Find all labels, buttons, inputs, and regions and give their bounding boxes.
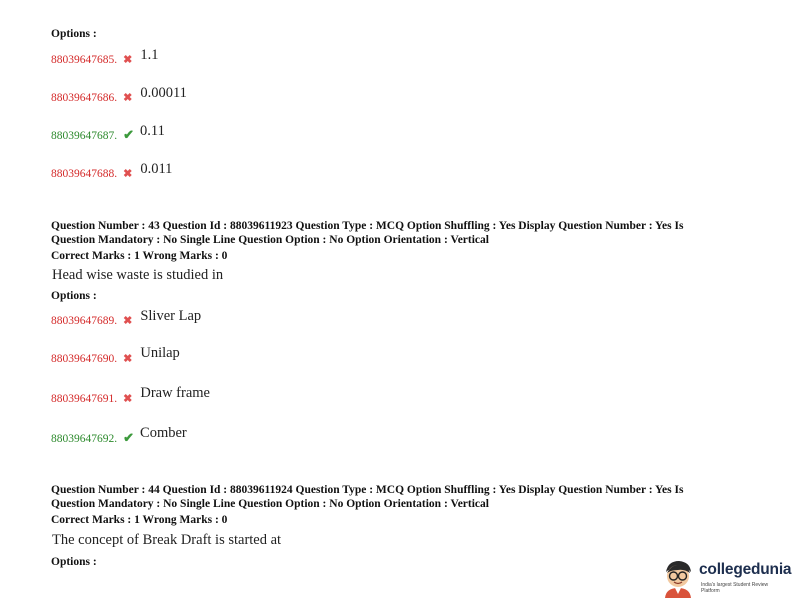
cross-icon: ✖ (123, 168, 133, 180)
option-id: 88039647690. (51, 353, 118, 365)
option-text: Unilap (140, 345, 180, 361)
option-text: Draw frame (140, 385, 210, 401)
question-header-line1: Question Number : 43 Question Id : 88039611923 Question Type : MCQ Option Shuffling : Yes Display Question Number : Yes Is (51, 220, 684, 232)
option-row (51, 123, 165, 144)
cross-icon: ✖ (123, 92, 133, 104)
check-icon: ✔ (123, 430, 135, 445)
question-text: Head wise waste is studied in (52, 267, 224, 283)
marks-line: Correct Marks : 1 Wrong Marks : 0 (51, 514, 228, 526)
option-id: 88039647686. (51, 92, 118, 104)
question-header-line2: Question Mandatory : No Single Line Question Option : No Option Orientation : Vertical (51, 498, 489, 510)
options-label: Options : (51, 290, 97, 302)
cross-icon: ✖ (123, 315, 133, 327)
option-id: 88039647691. (51, 393, 118, 405)
option-text: 1.1 (140, 47, 159, 63)
options-label: Options : (51, 28, 97, 40)
option-text: 0.11 (140, 123, 165, 139)
option-id: 88039647689. (51, 315, 118, 327)
options-label: Options : (51, 556, 97, 568)
option-id: 88039647687. (51, 130, 118, 142)
logo-tagline: India's largest Student Review Platform (701, 582, 769, 594)
cross-icon: ✖ (123, 393, 133, 405)
question-header-line1: Question Number : 44 Question Id : 88039611924 Question Type : MCQ Option Shuffling : Yes Display Question Number : Yes Is (51, 484, 684, 496)
option-text: Sliver Lap (140, 308, 202, 324)
option-row (51, 85, 187, 106)
marks-line: Correct Marks : 1 Wrong Marks : 0 (51, 250, 228, 262)
option-row (51, 425, 187, 447)
cross-icon: ✖ (123, 54, 133, 66)
option-row (51, 385, 210, 407)
question-header-line2: Question Mandatory : No Single Line Question Option : No Option Orientation : Vertical (51, 234, 489, 246)
option-text: 0.011 (140, 161, 173, 177)
option-row (51, 308, 202, 329)
option-id: 88039647688. (51, 168, 118, 180)
option-text: Comber (140, 425, 187, 441)
option-row (51, 161, 173, 182)
option-id: 88039647685. (51, 54, 118, 66)
option-text: 0.00011 (140, 85, 187, 101)
option-row (51, 47, 159, 68)
cross-icon: ✖ (123, 353, 133, 365)
student-avatar-icon (660, 558, 696, 598)
option-row (51, 345, 180, 367)
collegedunia-logo (660, 556, 792, 600)
check-icon: ✔ (123, 127, 135, 142)
option-id: 88039647692. (51, 433, 118, 445)
question-text: The concept of Break Draft is started at (52, 532, 282, 548)
logo-wordmark: collegedunia (699, 561, 792, 578)
